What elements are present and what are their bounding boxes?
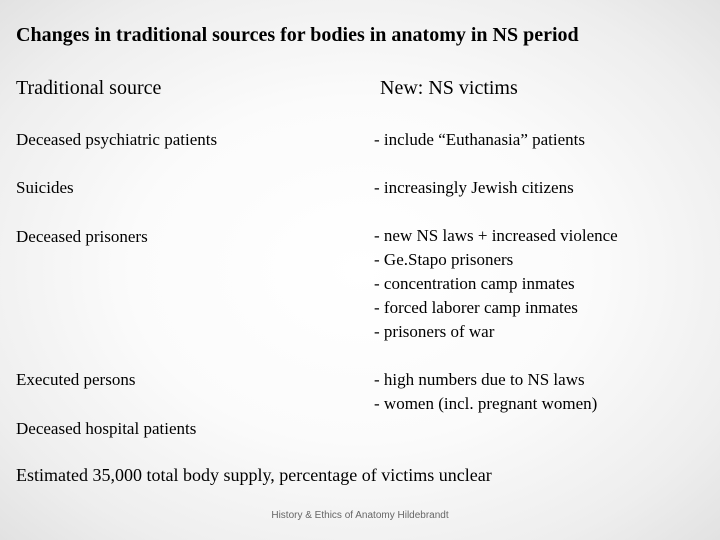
victim-line: - women (incl. pregnant women) (374, 394, 598, 413)
victim-line: - prisoners of war (374, 322, 495, 341)
column-header-traditional-source: Traditional source (16, 77, 162, 99)
victim-line: - forced laborer camp inmates (374, 298, 578, 317)
row-victims-suicides (374, 176, 574, 200)
row-source-suicides: Suicides (16, 178, 74, 197)
slide-title: Changes in traditional sources for bodies in anatomy in NS period (16, 24, 579, 46)
victim-line: - concentration camp inmates (374, 274, 575, 293)
row-source-prisoners: Deceased prisoners (16, 227, 148, 246)
victim-line: - Ge.Stapo prisoners (374, 250, 514, 269)
footer-text: History & Ethics of Anatomy Hildebrandt (271, 510, 449, 521)
victim-line: - include “Euthanasia” patients (374, 130, 585, 149)
victim-line: - new NS laws + increased violence (374, 226, 618, 245)
row-victims-executed (374, 368, 597, 416)
summary-text: Estimated 35,000 total body supply, percentage of victims unclear (16, 465, 492, 485)
row-source-executed: Executed persons (16, 370, 136, 389)
row-victims-prisoners (374, 224, 618, 344)
victim-line: - increasingly Jewish citizens (374, 178, 574, 197)
victim-line: - high numbers due to NS laws (374, 370, 585, 389)
row-victims-psychiatric (374, 128, 585, 152)
column-header-ns-victims: New: NS victims (380, 77, 518, 99)
row-source-hospital: Deceased hospital patients (16, 419, 197, 438)
row-source-psychiatric: Deceased psychiatric patients (16, 130, 218, 149)
